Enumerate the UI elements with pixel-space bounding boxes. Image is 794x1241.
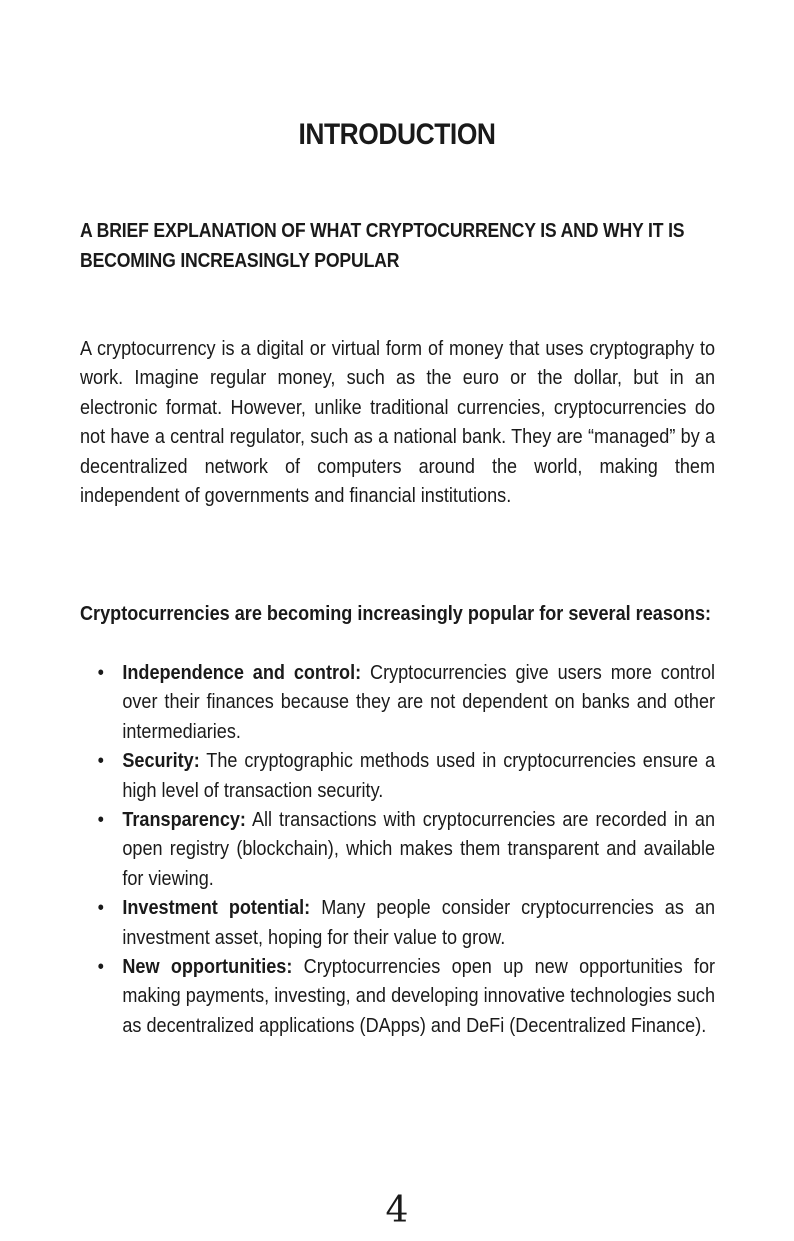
page-title: INTRODUCTION <box>298 118 496 151</box>
page-number: 4 <box>385 1190 409 1231</box>
reason-label: Independence and control: <box>122 661 362 684</box>
section-subheading: A BRIEF EXPLANATION OF WHAT CRYPTOCURRENCY IS AND WHY IT IS BECOMING INCREASINGLY POPULAR <box>80 220 685 272</box>
reason-text: The cryptographic methods used in cryptocurrencies ensure a high level of transaction security. <box>122 749 716 802</box>
reason-label: Security: <box>122 749 200 773</box>
list-item <box>80 893 715 952</box>
reason-text: Many people consider cryptocurrencies as an investment asset, hoping for their value to grow. <box>122 896 716 949</box>
list-item <box>80 952 715 1040</box>
reason-text: All transactions with cryptocurrencies are recorded in an open registry (blockchain), which makes them transparent and available for viewing. <box>122 808 716 890</box>
reason-text: Cryptocurrencies open up new opportunities for making payments, investing, and developing innovative technologies such as decentralized applications (DApps) and DeFi (Decentralized Finance). <box>122 955 716 1037</box>
reasons-list <box>80 658 715 1040</box>
reason-label: New opportunities: <box>122 955 293 979</box>
list-item <box>80 805 715 893</box>
intro-paragraph: A cryptocurrency is a digital or virtual form of money that uses cryptography to work. Imagine regular money, such as the euro or the dollar, but in an electronic format. However, unlike traditional currencies, cryptocurrencies do not have a central regulator, such as a national bank. They are “managed” by a decentralized network of computers around the world, making them independent of governments and financial institutions. <box>80 337 716 508</box>
reason-text: Cryptocurrencies give users more control over their finances because they are not dependent on banks and other intermediaries. <box>122 661 716 743</box>
list-item <box>80 746 715 805</box>
reasons-intro: Cryptocurrencies are becoming increasingly popular for several reasons: <box>80 602 712 625</box>
reason-label: Investment potential: <box>122 896 311 920</box>
list-item <box>80 658 715 746</box>
reason-label: Transparency: <box>122 808 246 832</box>
